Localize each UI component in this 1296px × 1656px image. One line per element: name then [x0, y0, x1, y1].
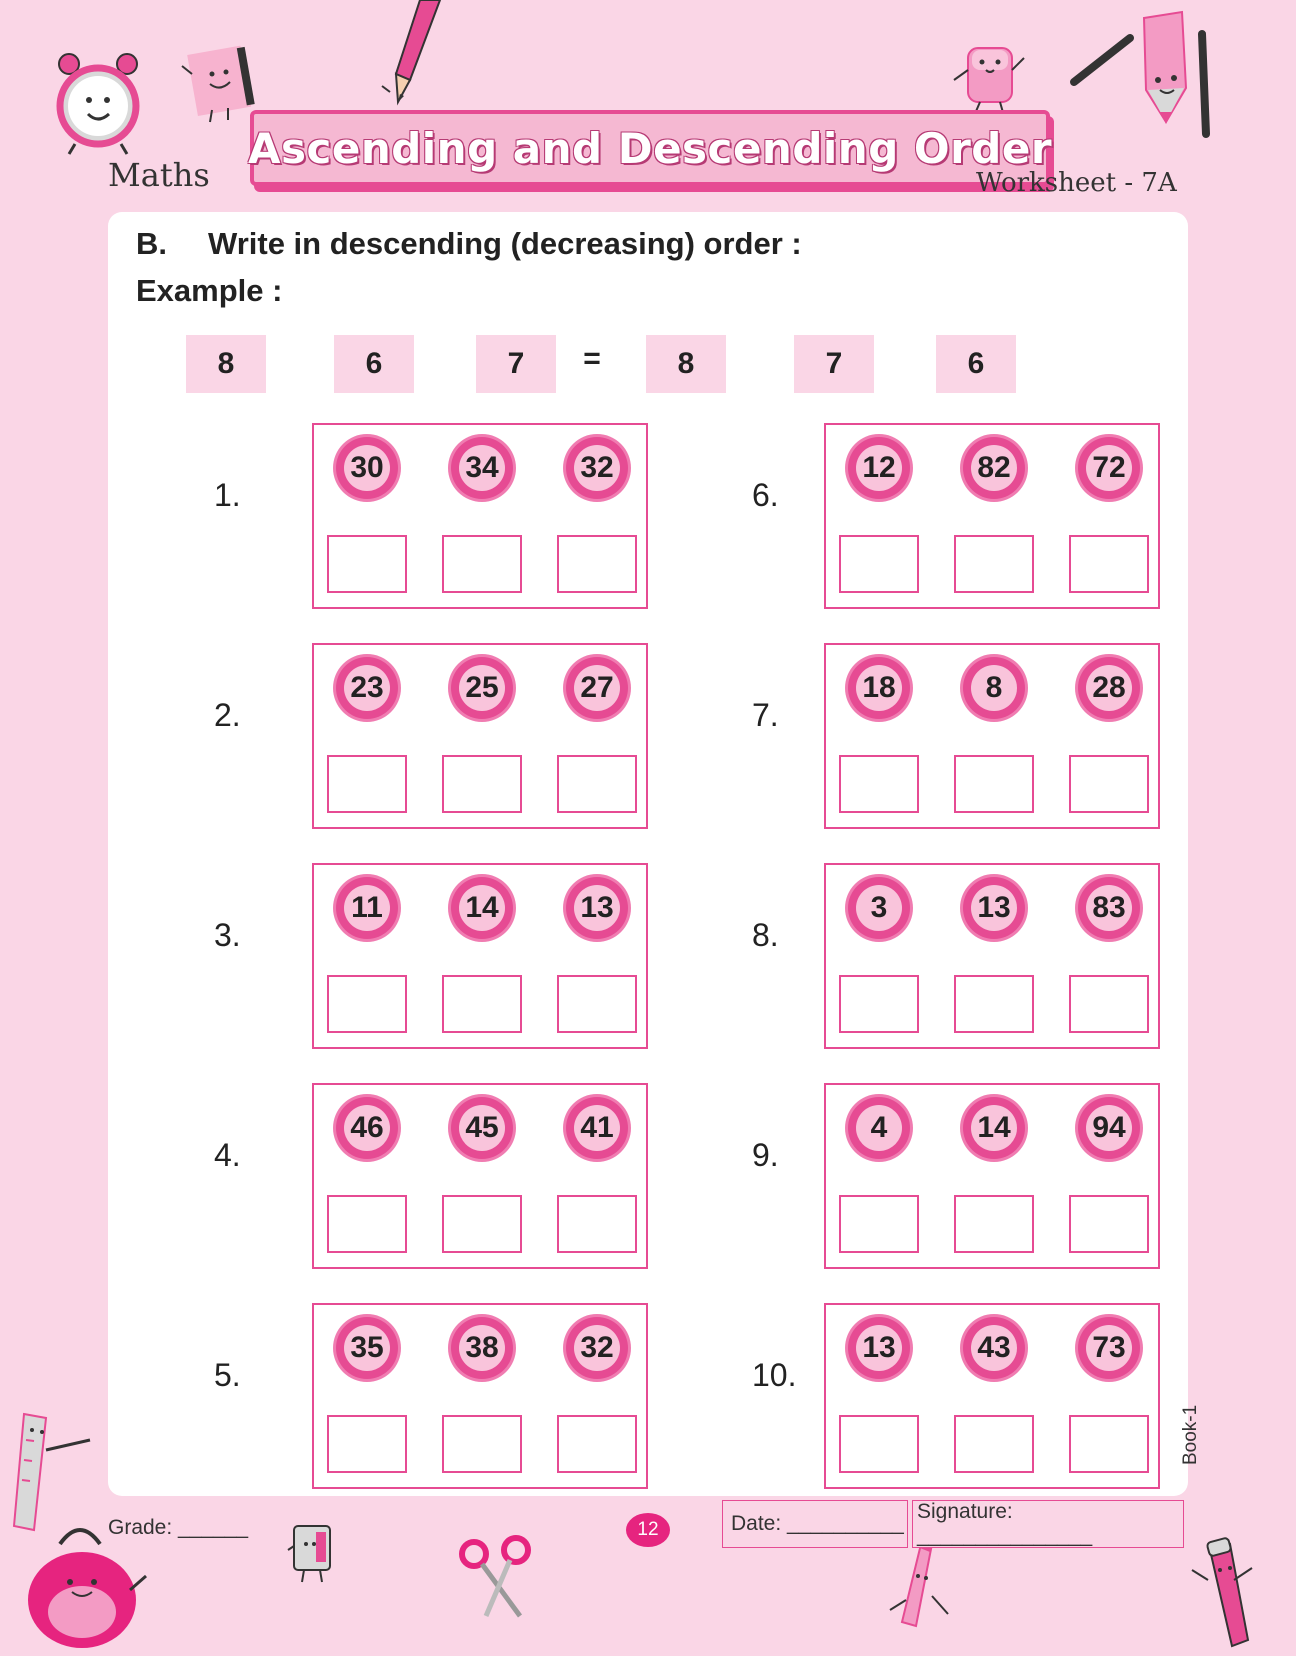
answer-box[interactable]	[442, 1195, 522, 1253]
question-number: 2.	[214, 697, 241, 733]
number-badge	[1078, 1317, 1140, 1379]
number-value: 32	[574, 445, 620, 491]
number-badge	[963, 877, 1025, 939]
pencil-icon	[380, 0, 450, 110]
number-badge	[451, 1317, 513, 1379]
question-box	[824, 1303, 1160, 1489]
number-value: 30	[344, 445, 390, 491]
number-value: 73	[1086, 1325, 1132, 1371]
answer-box[interactable]	[442, 535, 522, 593]
number-value: 45	[459, 1105, 505, 1151]
section-letter: B.	[136, 226, 167, 261]
example-given-box: 6	[334, 335, 414, 393]
number-value: 32	[574, 1325, 620, 1371]
question-number: 9.	[752, 1137, 779, 1173]
number-value: 25	[459, 665, 505, 711]
number-badge	[963, 1097, 1025, 1159]
answer-box[interactable]	[1069, 975, 1149, 1033]
answer-box[interactable]	[442, 1415, 522, 1473]
number-badge	[566, 657, 628, 719]
number-value: 46	[344, 1105, 390, 1151]
answer-box[interactable]	[1069, 1195, 1149, 1253]
number-badge	[451, 657, 513, 719]
answer-box[interactable]	[954, 535, 1034, 593]
number-value: 83	[1086, 885, 1132, 931]
question-box	[312, 643, 648, 829]
question-number: 4.	[214, 1137, 241, 1173]
answer-box[interactable]	[327, 975, 407, 1033]
number-value: 94	[1086, 1105, 1132, 1151]
scissors-icon	[456, 1536, 536, 1622]
number-badge	[848, 1097, 910, 1159]
question-number: 1.	[214, 477, 241, 513]
answer-box[interactable]	[1069, 535, 1149, 593]
number-value: 28	[1086, 665, 1132, 711]
answer-box[interactable]	[839, 1195, 919, 1253]
eraser-icon	[944, 40, 1034, 120]
number-badge	[963, 437, 1025, 499]
number-value: 4	[856, 1105, 902, 1151]
question-number: 6.	[752, 477, 779, 513]
answer-box[interactable]	[327, 1415, 407, 1473]
number-badge	[963, 657, 1025, 719]
example-answer-box: 6	[936, 335, 1016, 393]
book-label: Book-1	[1180, 1404, 1201, 1465]
answer-box[interactable]	[442, 755, 522, 813]
question-number: 5.	[214, 1357, 241, 1393]
answer-box[interactable]	[442, 975, 522, 1033]
example-given-box: 7	[476, 335, 556, 393]
answer-box[interactable]	[327, 755, 407, 813]
number-badge	[1078, 1097, 1140, 1159]
number-badge	[451, 437, 513, 499]
question-box	[824, 863, 1160, 1049]
question-box	[312, 863, 648, 1049]
question-box	[824, 1083, 1160, 1269]
example-answer-box: 7	[794, 335, 874, 393]
number-badge	[566, 877, 628, 939]
question-box	[312, 1303, 648, 1489]
number-value: 72	[1086, 445, 1132, 491]
number-value: 35	[344, 1325, 390, 1371]
number-badge	[848, 1317, 910, 1379]
question-number: 10.	[752, 1357, 797, 1393]
sharpener-icon	[284, 1520, 344, 1586]
number-badge	[566, 1317, 628, 1379]
number-badge	[963, 1317, 1025, 1379]
signature-field[interactable]: Signature: _______________	[912, 1500, 1184, 1548]
instruction	[136, 226, 802, 262]
question-box	[312, 1083, 648, 1269]
number-badge	[336, 437, 398, 499]
worksheet-label: Worksheet - 7A	[976, 168, 1177, 198]
number-badge	[1078, 877, 1140, 939]
answer-box[interactable]	[839, 1415, 919, 1473]
answer-box[interactable]	[557, 755, 637, 813]
number-badge	[1078, 657, 1140, 719]
number-badge	[848, 657, 910, 719]
number-value: 34	[459, 445, 505, 491]
answer-box[interactable]	[327, 535, 407, 593]
answer-box[interactable]	[839, 755, 919, 813]
number-value: 12	[856, 445, 902, 491]
answer-box[interactable]	[327, 1195, 407, 1253]
answer-box[interactable]	[954, 1415, 1034, 1473]
number-badge	[336, 657, 398, 719]
number-badge	[848, 437, 910, 499]
page-title: Ascending and Descending Order	[247, 123, 1053, 173]
answer-box[interactable]	[557, 1415, 637, 1473]
number-value: 23	[344, 665, 390, 711]
number-badge	[848, 877, 910, 939]
number-badge	[336, 877, 398, 939]
example-equals: =	[583, 342, 601, 375]
number-value: 11	[344, 885, 390, 931]
number-value: 82	[971, 445, 1017, 491]
question-box	[824, 643, 1160, 829]
number-value: 8	[971, 665, 1017, 711]
question-number: 3.	[214, 917, 241, 953]
question-box	[312, 423, 648, 609]
number-value: 13	[856, 1325, 902, 1371]
answer-box[interactable]	[557, 975, 637, 1033]
question-number: 7.	[752, 697, 779, 733]
answer-box[interactable]	[557, 1195, 637, 1253]
number-badge	[566, 1097, 628, 1159]
answer-box[interactable]	[839, 535, 919, 593]
number-badge	[566, 437, 628, 499]
number-value: 13	[971, 885, 1017, 931]
question-number: 8.	[752, 917, 779, 953]
number-value: 18	[856, 665, 902, 711]
answer-box[interactable]	[954, 755, 1034, 813]
pencil-character-icon	[1070, 10, 1220, 140]
pencil-icon	[1190, 1540, 1260, 1650]
number-badge	[336, 1317, 398, 1379]
answer-box[interactable]	[557, 535, 637, 593]
answer-box[interactable]	[954, 975, 1034, 1033]
example-label: Example :	[136, 273, 283, 308]
question-box	[824, 423, 1160, 609]
number-value: 14	[459, 885, 505, 931]
answer-box[interactable]	[954, 1195, 1034, 1253]
instruction-text: Write in descending (decreasing) order :	[208, 226, 802, 261]
number-value: 14	[971, 1105, 1017, 1151]
number-badge	[451, 1097, 513, 1159]
example-answer-box: 8	[646, 335, 726, 393]
number-badge	[336, 1097, 398, 1159]
grade-field[interactable]: Grade: ______	[108, 1516, 249, 1539]
title-banner	[247, 110, 1053, 186]
number-value: 41	[574, 1105, 620, 1151]
subject-label: Maths	[108, 156, 210, 194]
number-value: 27	[574, 665, 620, 711]
number-value: 3	[856, 885, 902, 931]
page-number-badge: 12	[626, 1513, 670, 1547]
number-value: 43	[971, 1325, 1017, 1371]
example-given-box: 8	[186, 335, 266, 393]
number-badge	[1078, 437, 1140, 499]
answer-box[interactable]	[1069, 1415, 1149, 1473]
number-value: 13	[574, 885, 620, 931]
number-badge	[451, 877, 513, 939]
answer-box[interactable]	[839, 975, 919, 1033]
answer-box[interactable]	[1069, 755, 1149, 813]
number-value: 38	[459, 1325, 505, 1371]
crayon-icon	[886, 1540, 956, 1630]
alarm-clock-icon	[55, 48, 145, 158]
date-field[interactable]: Date: __________	[722, 1500, 908, 1548]
